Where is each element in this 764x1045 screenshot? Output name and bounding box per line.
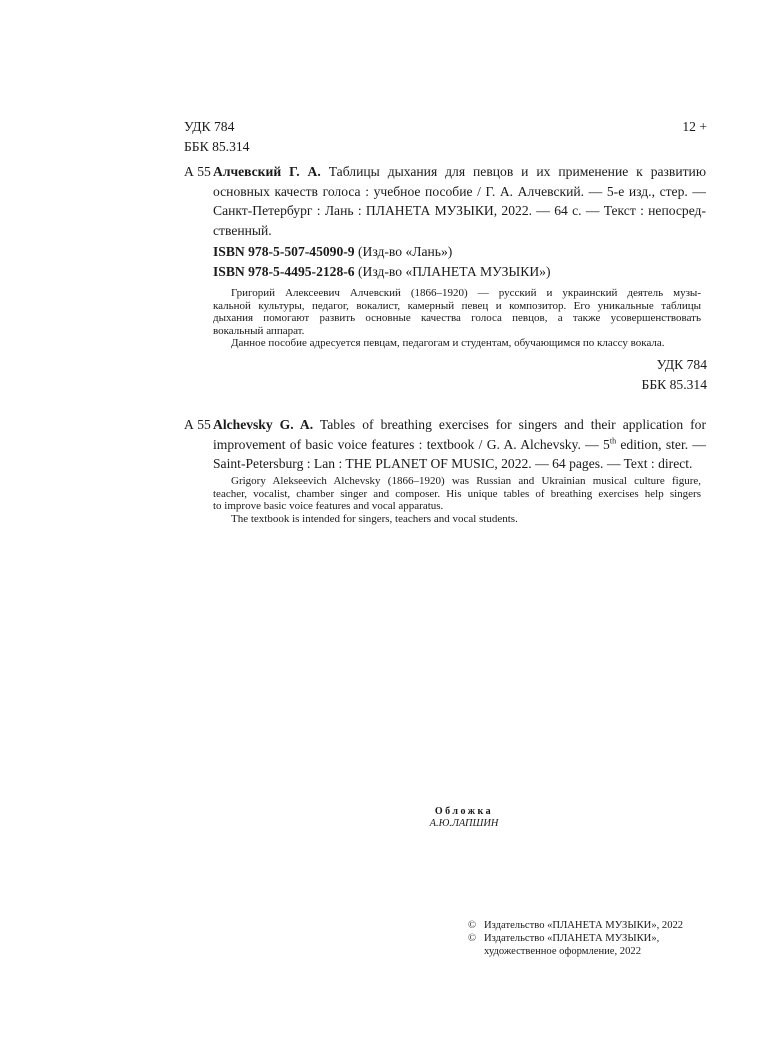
ru-entry-line: Санкт-Петербург : Лань : ПЛАНЕТА МУЗЫКИ, 2022. — 64 с. — Текст : непосред- — [213, 203, 706, 218]
ru-bbk: ББК 85.314 — [641, 376, 707, 392]
ru-entry-line: основных качеств голоса : учебное пособие / Г. А. Алчевский. — 5-е изд., стер. — — [213, 183, 706, 199]
en-bibliographic-entry — [213, 415, 706, 474]
ru-entry-line: ственный. — [213, 222, 272, 238]
header-udk: УДК 784 — [184, 119, 235, 134]
ru-bibliographic-entry — [213, 162, 706, 240]
ru-annotation: Григорий Алексеевич Алчевский (1866–1920) — русский и украинский деятель музы- кальной культуры, педагог, вокалист, камерный певец и композитор. Его уникальные таблицы дыхания помогают развить основные качества голоса певцов, а также усовершенствовать вокальный аппарат. Данное пособие адресуется певцам, педагогам и студентам, обучающимся по классу вокала. — [213, 287, 701, 350]
cover-credit — [384, 806, 544, 830]
en-index: А 55 — [184, 417, 211, 432]
copyright-icon: © — [468, 933, 477, 944]
isbn-line: ISBN 978-5-4495-2128-6 (Изд-во «ПЛАНЕТА МУЗЫКИ») — [213, 263, 551, 279]
en-entry-line: improvement of basic voice features : textbook / G. A. Alchevsky. — 5th edition, ster. — — [213, 435, 707, 452]
en-audience: The textbook is intended for singers, teachers and vocal students. — [231, 512, 518, 525]
cover-artist: А.Ю.ЛАПШИН — [429, 818, 499, 829]
ru-classification — [642, 355, 707, 394]
isbn-block — [213, 242, 550, 281]
en-entry-line: Alchevsky G. A. Tables of breathing exercises for singers and their application for — [213, 417, 706, 432]
en-author: Alchevsky G. A. — [213, 417, 314, 432]
copyright-line: © Издательство «ПЛАНЕТА МУЗЫКИ», 2022 — [468, 920, 684, 931]
en-annotation: Grigory Alekseevich Alchevsky (1866–1920) was Russian and Ukrainian musical culture figure, teacher, vocalist, chamber singer and composer. His unique tables of breathing exercises help singers to improve basic voice features and vocal apparatus. The textbook is intended for singers, teachers and vocal students. — [213, 475, 701, 525]
header-classification — [184, 117, 249, 156]
age-rating: 12 + — [682, 119, 707, 134]
ru-index: А 55 — [184, 164, 211, 179]
isbn-line: ISBN 978-5-507-45090-9 (Изд-во «Лань») — [213, 244, 453, 259]
en-entry-line: Saint-Petersburg : Lan : THE PLANET OF MUSIC, 2022. — 64 pages. — Text : direct. — [213, 456, 693, 471]
ru-udk: УДК 784 — [656, 357, 707, 372]
copyright-line: художественное оформление, 2022 — [484, 946, 641, 957]
header-bbk: ББК 85.314 — [184, 138, 250, 154]
cover-label: Обложка — [434, 806, 494, 817]
copyright-icon: © — [468, 920, 477, 931]
ru-author: Алчевский Г. А. — [213, 164, 321, 179]
copyright-line: © Издательство «ПЛАНЕТА МУЗЫКИ», — [468, 933, 660, 944]
ru-audience: Данное пособие адресуется певцам, педагогам и студентам, обучающимся по классу вокала. — [231, 337, 665, 350]
ru-entry-line: Алчевский Г. А. Таблицы дыхания для певцов и их применение к развитию — [213, 164, 706, 179]
copyright-block — [468, 919, 683, 958]
